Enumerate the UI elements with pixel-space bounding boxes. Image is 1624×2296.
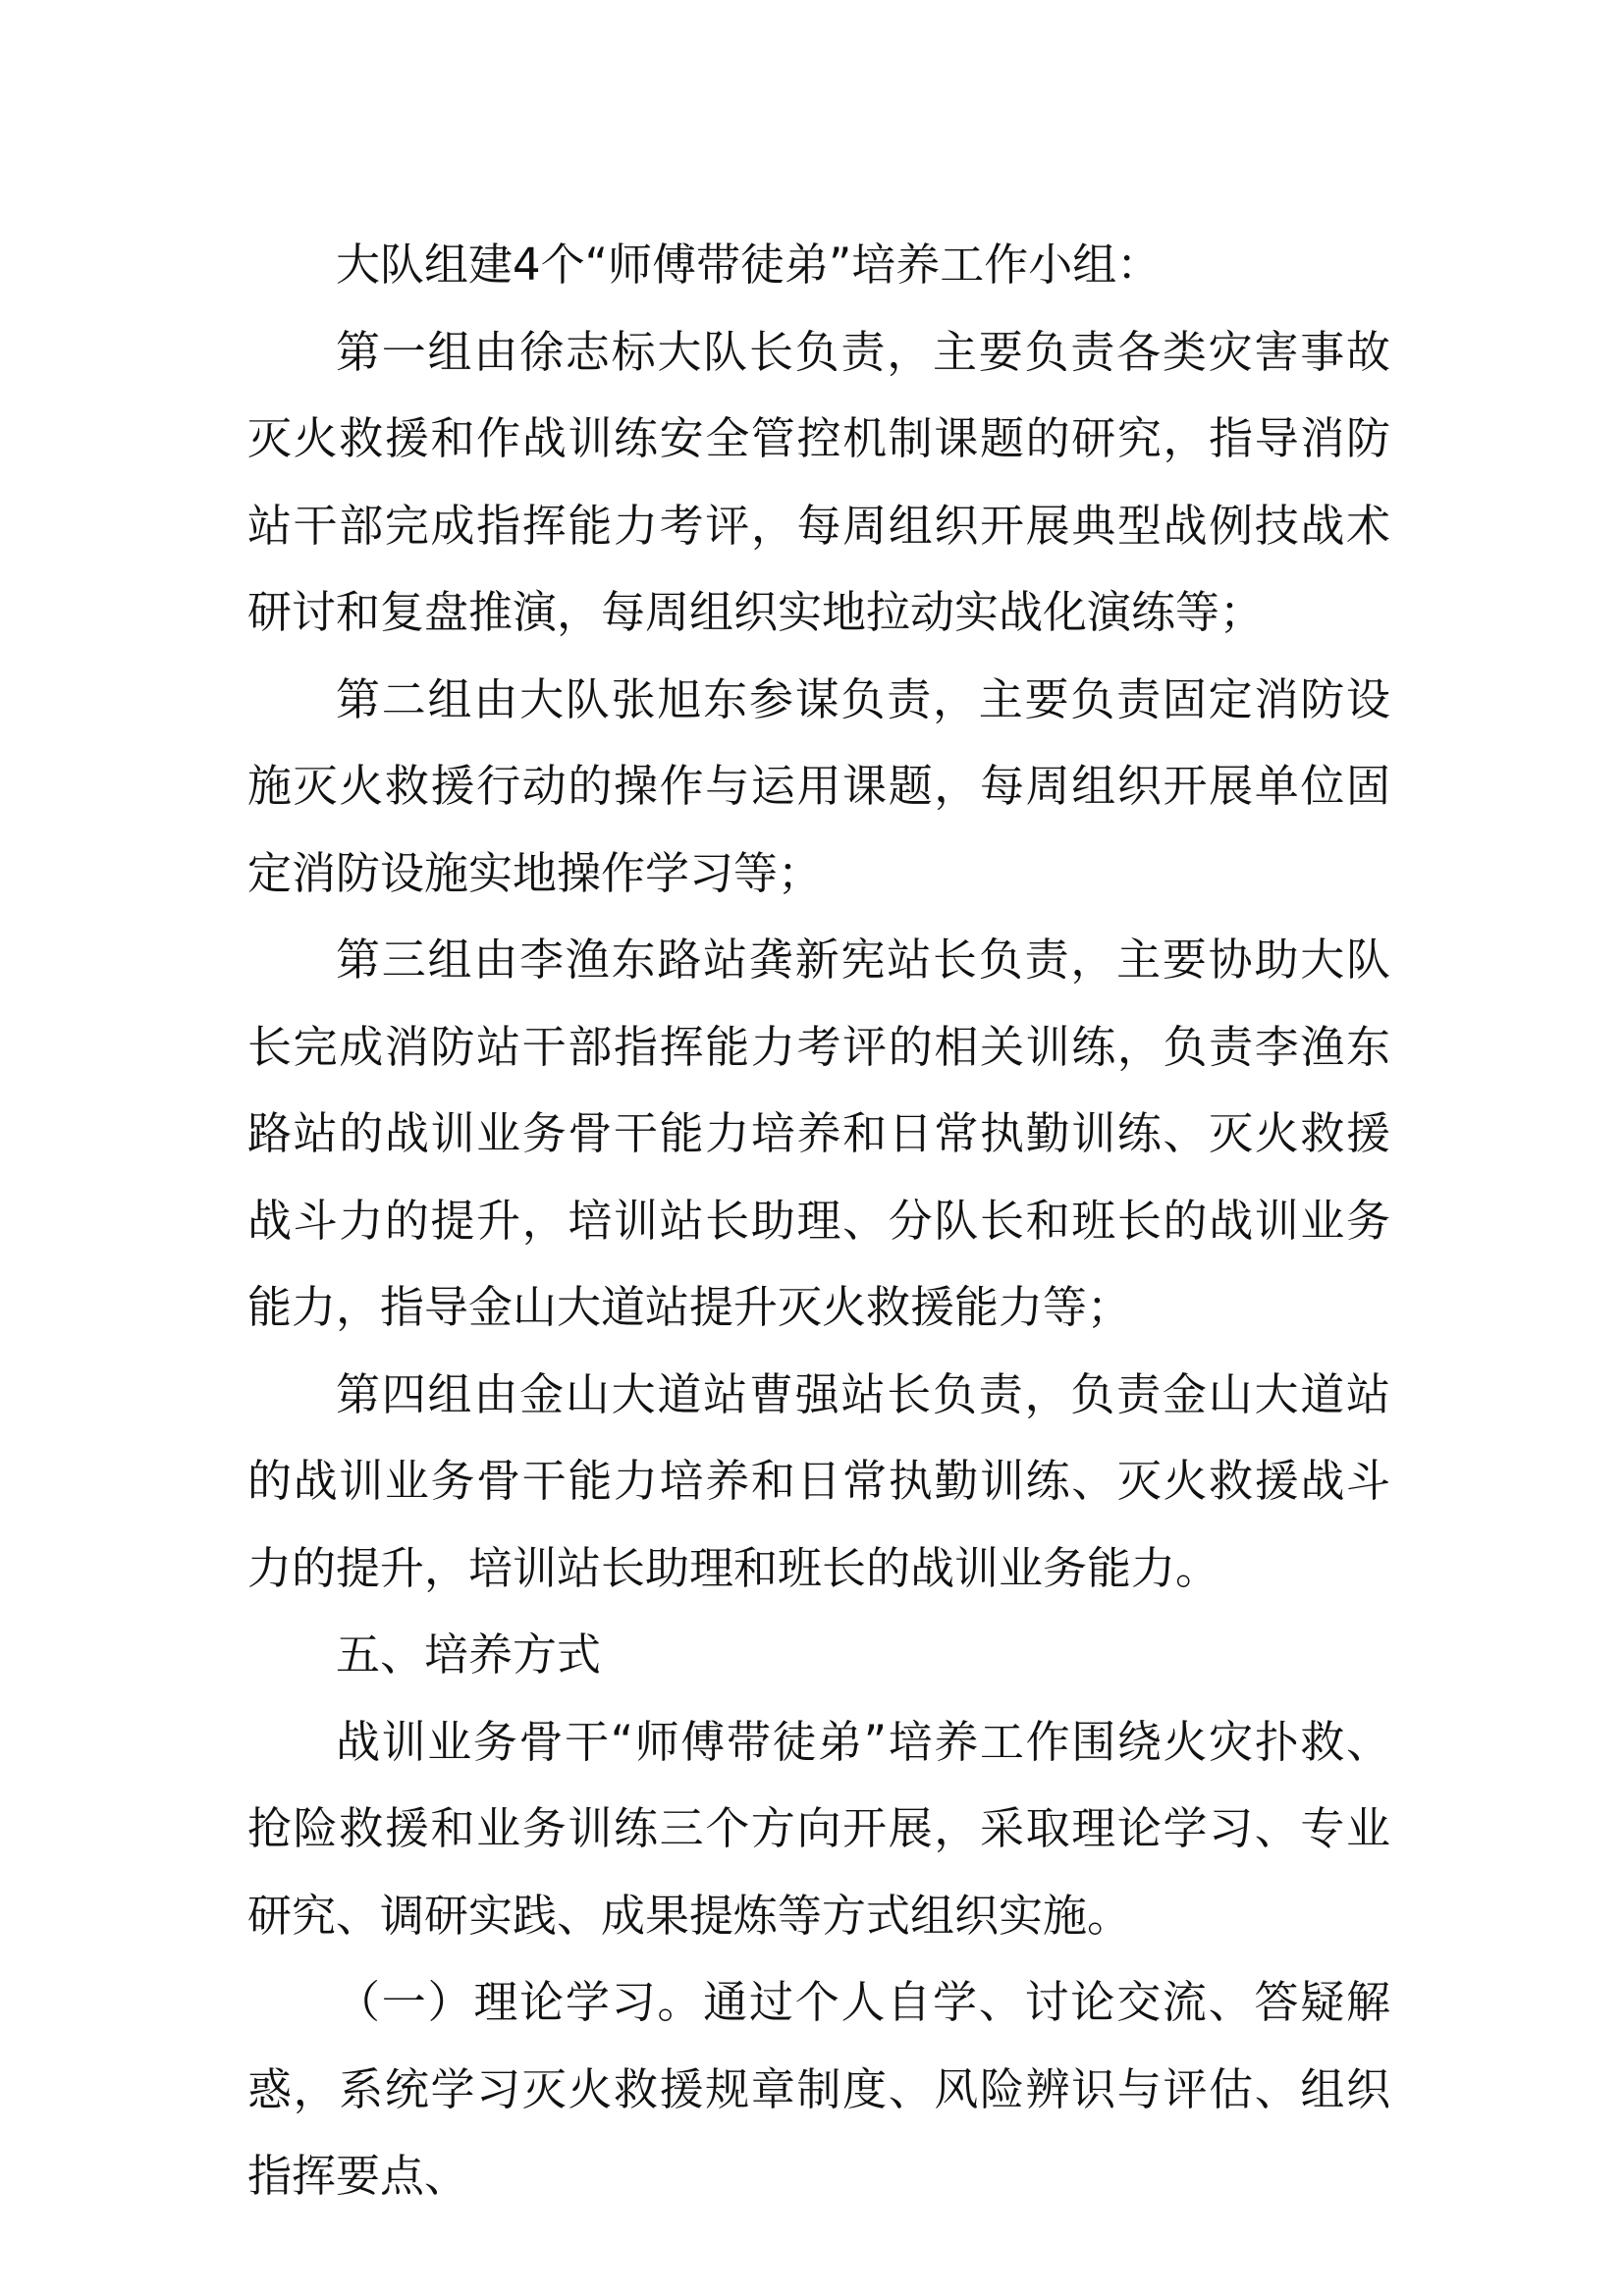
paragraph-group-two: 第二组由大队张旭东参谋负责，主要负责固定消防设施灭火救援行动的操作与运用课题，每周组织开展单位固定消防设施实地操作学习等；	[247, 672, 1390, 899]
paragraph-group-three: 第三组由李渔东路站龚新宪站长负责，主要协助大队长完成消防站干部指挥能力考评的相关训练，负责李渔东路站的战训业务骨干能力培养和日常执勤训练、灭火救援战斗力的提升，培训站长助理、分队长和班长的战训业务能力，指导金山大道站提升灭火救援能力等；	[247, 934, 1390, 1333]
paragraph-training-overview: 战训业务骨干“师傅带徒弟”培养工作围绕火灾扑救、抢险救援和业务训练三个方向开展，采取理论学习、专业研究、调研实践、成果提炼等方式组织实施。	[247, 1715, 1390, 1942]
document-body	[247, 222, 1390, 2220]
paragraph-group-intro: 大队组建4个“师傅带徒弟”培养工作小组：	[336, 239, 1162, 291]
paragraph-theory-study: （一）理论学习。通过个人自学、讨论交流、答疑解惑，系统学习灭火救援规章制度、风险辨识与评估、组织指挥要点、	[247, 1976, 1390, 2202]
section-heading-training-methods: 五、培养方式	[336, 1629, 602, 1681]
paragraph-group-four: 第四组由金山大道站曹强站长负责，负责金山大道站的战训业务骨干能力培养和日常执勤训练、灭火救援战斗力的提升，培训站长助理和班长的战训业务能力。	[247, 1367, 1390, 1594]
paragraph-group-one: 第一组由徐志标大队长负责，主要负责各类灾害事故灭火救援和作战训练安全管控机制课题的研究，指导消防站干部完成指挥能力考评，每周组织开展典型战例技战术研讨和复盘推演，每周组织实地拉动实战化演练等；	[247, 325, 1390, 638]
